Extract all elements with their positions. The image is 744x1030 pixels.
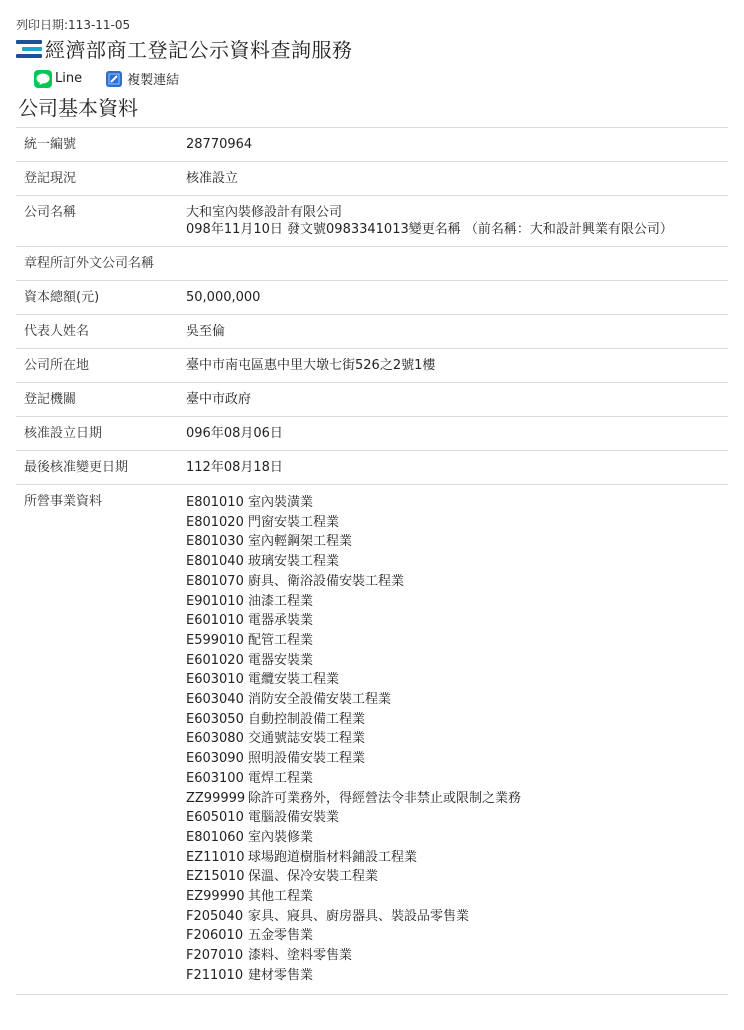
business-item [186,513,728,533]
business-code: F206010 [186,928,244,944]
business-code: E603080 [186,731,244,747]
table-row [16,247,728,281]
business-item [186,572,728,592]
row-value [186,383,728,417]
business-code: E601010 [186,613,244,629]
business-item [186,552,728,572]
business-code: E901010 [186,593,244,609]
business-code: E801040 [186,554,244,570]
business-name: 消防安全設備安裝工程業 [248,692,392,708]
business-name: 照明設備安裝工程業 [248,751,366,767]
table-row [16,451,728,485]
business-code: F211010 [186,967,244,983]
company-info-table [16,127,728,995]
business-item [186,690,728,710]
business-item [186,710,728,730]
row-label: 所營事業資料 [16,485,186,995]
business-item [186,828,728,848]
business-item [186,729,728,749]
business-item [186,789,728,809]
row-value [186,349,728,383]
line-icon [34,70,52,88]
row-value-text: 臺中市南屯區惠中里大墩七街526之2號1樓 [186,358,436,373]
row-label: 最後核准變更日期 [16,451,186,485]
business-name: 除許可業務外，得經營法令非禁止或限制之業務 [248,790,522,806]
business-item [186,670,728,690]
row-label: 統一編號 [16,128,186,162]
table-row [16,315,728,349]
business-name: 電腦設備安裝業 [248,810,340,826]
row-label: 登記現況 [16,162,186,196]
business-code: E801030 [186,534,244,550]
row-value [186,417,728,451]
site-title: 經濟部商工登記公示資料查詢服務 [45,38,353,62]
row-value [186,196,728,247]
business-code: E603050 [186,711,244,727]
business-code: E603100 [186,770,244,786]
business-item [186,769,728,789]
table-row [16,128,728,162]
share-line-button[interactable] [34,70,82,88]
business-name: 家具、寢具、廚房器具、裝設品零售業 [248,908,470,924]
business-item [186,966,728,986]
business-code: ZZ99999 [186,790,246,806]
business-name: 其他工程業 [248,889,314,905]
business-list [186,485,728,995]
business-name: 電纜安裝工程業 [248,672,340,688]
row-label: 公司所在地 [16,349,186,383]
business-name: 電焊工程業 [248,770,314,786]
business-item [186,631,728,651]
business-item [186,907,728,927]
business-item [186,946,728,966]
row-label: 核准設立日期 [16,417,186,451]
row-label: 代表人姓名 [16,315,186,349]
business-name: 門窗安裝工程業 [248,514,340,530]
row-value-text: 吳至倫 [186,324,226,339]
row-value-text: 臺中市政府 [186,392,252,407]
row-label: 資本總額(元) [16,281,186,315]
row-value [186,247,728,281]
business-code: EZ15010 [186,869,245,885]
business-code: E801060 [186,829,244,845]
business-name: 室內裝潢業 [248,495,314,510]
business-code: E801020 [186,514,244,530]
business-item [186,611,728,631]
business-name: 五金零售業 [248,928,314,944]
table-row-business [16,485,728,995]
business-item [186,592,728,612]
table-row [16,162,728,196]
row-value-text: 大和室內裝修設計有限公司 [186,205,343,220]
row-value [186,128,728,162]
business-code: E801070 [186,573,244,589]
business-code: E603010 [186,672,244,688]
business-name: 廚具、衛浴設備安裝工程業 [248,573,405,589]
table-row [16,196,728,247]
business-item [186,532,728,552]
row-value-text: 50,000,000 [186,290,261,305]
print-date: 列印日期:113-11-05 [16,18,131,32]
business-name: 室內裝修業 [248,829,314,845]
business-item [186,808,728,828]
business-name: 配管工程業 [248,632,314,648]
business-item [186,848,728,868]
business-code: F207010 [186,948,244,964]
row-value [186,451,728,485]
copy-link-label: 複製連結 [127,73,180,88]
business-name: 建材零售業 [248,967,314,983]
business-item [186,926,728,946]
row-value [186,281,728,315]
table-row [16,349,728,383]
table-row [16,383,728,417]
business-name: 油漆工程業 [248,593,314,609]
row-value-note: 098年11月10日 發文號0983341013變更名稱 （前名稱：大和設計興業有限公司） [186,222,673,237]
business-code: EZ99990 [186,889,245,905]
business-name: 電器承裝業 [248,613,314,629]
business-name: 交通號誌安裝工程業 [248,731,366,747]
row-value-text: 核准設立 [186,171,239,186]
row-value-text: 28770964 [186,137,253,152]
row-value [186,162,728,196]
business-name: 室內輕鋼架工程業 [248,534,353,550]
row-label: 公司名稱 [16,196,186,247]
business-code: E601020 [186,652,244,668]
business-code: F205040 [186,908,244,924]
business-name: 玻璃安裝工程業 [248,554,340,570]
business-name: 漆料、塗料零售業 [248,948,353,964]
business-code: E603040 [186,692,244,708]
business-name: 電器安裝業 [248,652,314,668]
row-label: 章程所訂外文公司名稱 [16,247,186,281]
business-code: EZ11010 [186,849,245,865]
business-item [186,651,728,671]
business-item [186,867,728,887]
business-item [186,749,728,769]
business-name: 球場跑道樹脂材料鋪設工程業 [248,849,418,865]
link-copy-icon [106,71,122,87]
moea-logo-icon [16,39,42,59]
row-value-text: 096年08月06日 [186,426,283,441]
section-title: 公司基本資料 [18,96,138,120]
business-code: E605010 [186,810,244,826]
row-value-text: 112年08月18日 [186,460,283,475]
business-name: 自動控制設備工程業 [248,711,366,727]
business-item [186,887,728,907]
row-label: 登記機關 [16,383,186,417]
business-code: E599010 [186,632,244,648]
table-row [16,417,728,451]
business-code: E603090 [186,751,244,767]
share-bar [34,69,728,88]
share-line-label: Line [55,71,83,86]
row-value [186,315,728,349]
site-header [16,34,728,63]
business-item [186,493,728,513]
business-name: 保溫、保冷安裝工程業 [248,869,379,885]
business-code: E801010 [186,495,244,510]
copy-link-button[interactable] [106,69,179,88]
table-row [16,281,728,315]
